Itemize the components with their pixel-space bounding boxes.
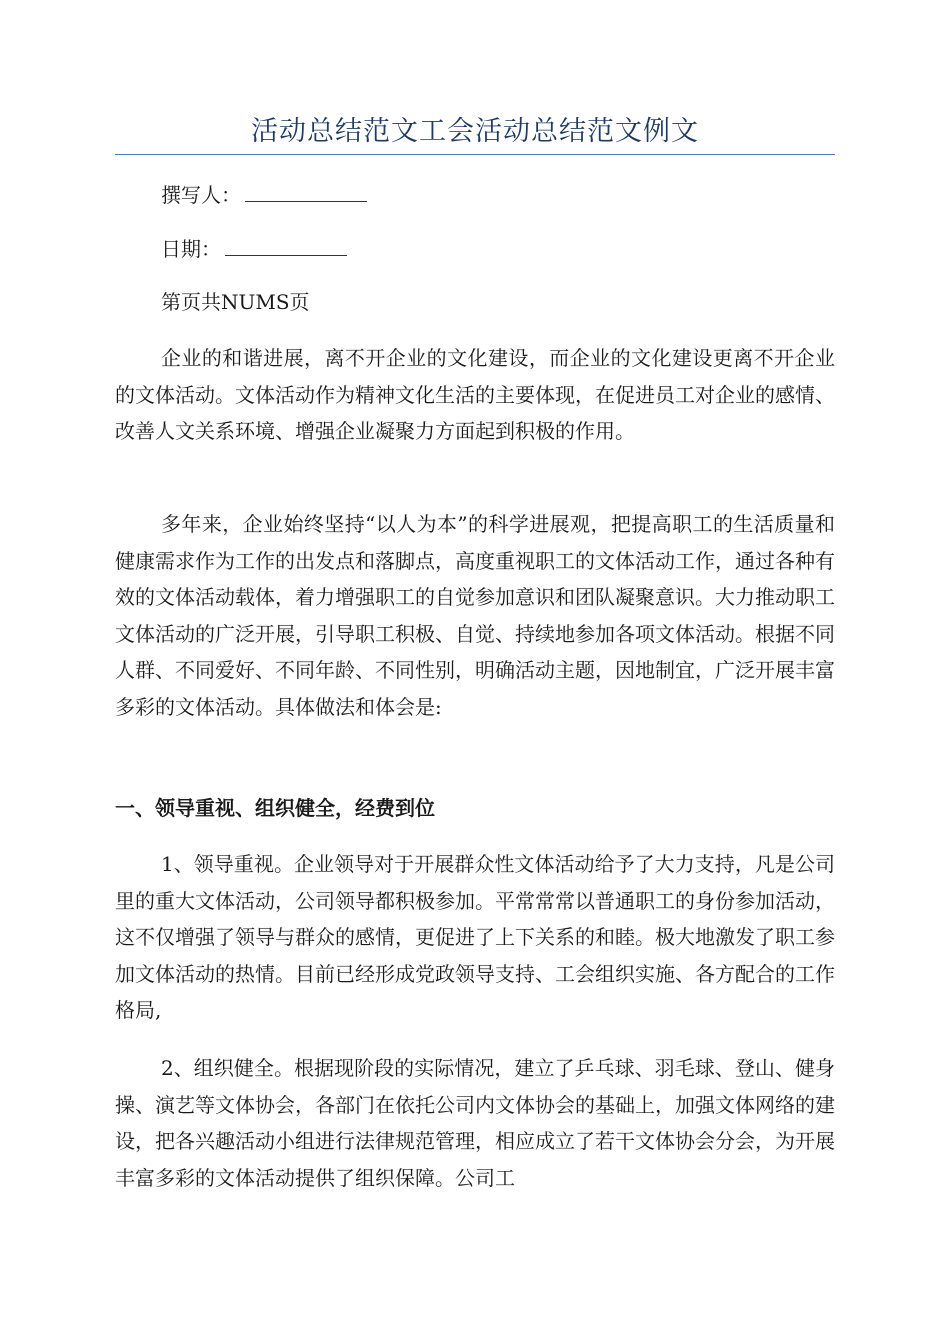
body-paragraph-2: 多年来，企业始终坚持“以人为本”的科学进展观，把提高职工的生活质量和健康需求作为工作的出发点和落脚点，高度重视职工的文体活动工作，通过各种有效的文体活动载体，着力增强职工的自觉参加意识和团队凝聚意识。大力推动职工文体活动的广泛开展，引导职工积极、自觉、持续地参加各项文体活动。根据不同人群、不同爱好、不同年龄、不同性别，明确活动主题，因地制宜，广泛开展丰富多彩的文体活动。具体做法和体会是: [115, 512, 835, 719]
author-line [161, 181, 367, 209]
date-label: 日期： [161, 237, 221, 261]
author-label: 撰写人： [161, 183, 241, 207]
date-line [161, 235, 347, 263]
author-blank-field [245, 183, 367, 202]
date-blank-field [225, 237, 347, 256]
title-underline [115, 154, 835, 155]
page-count-line: 第页共NUMS页 [161, 290, 310, 314]
body-paragraph-1: 企业的和谐进展，离不开企业的文化建设，而企业的文化建设更离不开企业的文体活动。文体活动作为精神文化生活的主要体现，在促进员工对企业的感情、改善人文关系环境、增强企业凝聚力方面起到积极的作用。 [115, 346, 835, 443]
section-heading: 一、领导重视、组织健全，经费到位 [115, 796, 435, 820]
document-title: 活动总结范文工会活动总结范文例文 [251, 116, 699, 147]
section-paragraph-1: 1、领导重视。企业领导对于开展群众性文体活动给予了大力支持，凡是公司里的重大文体活动，公司领导都积极参加。平常常常以普通职工的身份参加活动，这不仅增强了领导与群众的感情，更促进了上下关系的和睦。极大地激发了职工参加文体活动的热情。目前已经形成党政领导支持、工会组织实施、各方配合的工作格局, [115, 852, 835, 1022]
section-paragraph-2: 2、组织健全。根据现阶段的实际情况，建立了乒乓球、羽毛球、登山、健身操、演艺等文体协会，各部门在依托公司内文体协会的基础上，加强文体网络的建设，把各兴趣活动小组进行法律规范管理，相应成立了若干文体协会分会，为开展丰富多彩的文体活动提供了组织保障。公司工 [115, 1056, 835, 1190]
